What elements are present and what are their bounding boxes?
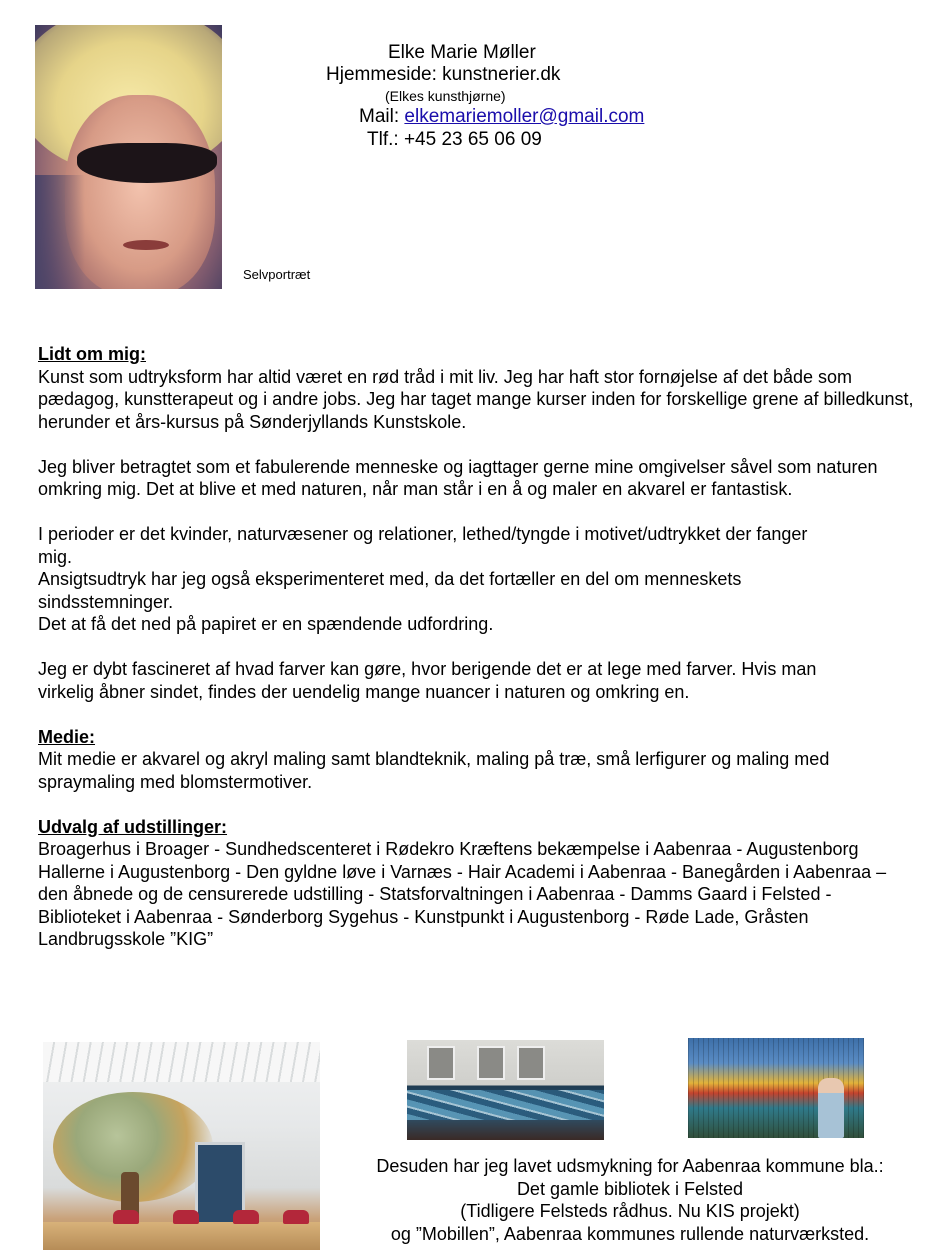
portrait-caption: Selvportræt [243, 267, 311, 282]
medium-text: Mit medie er akvarel og akryl maling samt blandteknik, maling på træ, små lerfigurer og maling med spraymaling med blomstermotiver. [38, 749, 830, 792]
commissions-block [340, 1155, 920, 1245]
exhibition-wall-photo [407, 1040, 604, 1140]
about-paragraph-3a: I perioder er det kvinder, naturvæsener og relationer, lethed/tyngde i motivet/udtrykket der fanger mig. [38, 524, 808, 567]
mail-label: Mail: [359, 106, 405, 127]
mail-line [359, 106, 644, 127]
artist-name: Elke Marie Møller [388, 42, 536, 63]
about-paragraph-3b: Ansigtsudtryk har jeg også eksperimenteret med, da det fortæller en del om menneskets sindsstemninger. [38, 569, 742, 612]
exhibitions-heading: Udvalg af udstillinger: [38, 816, 228, 837]
tree-mural-photo [43, 1042, 320, 1250]
homepage-line: Hjemmeside: kunstnerier.dk [326, 64, 561, 85]
commissions-line-3: (Tidligere Felsteds rådhus. Nu KIS projekt) [460, 1201, 800, 1221]
about-paragraph-3c: Det at få det ned på papiret er en spændende udfordring. [38, 614, 494, 634]
commissions-line-2: Det gamle bibliotek i Felsted [516, 1178, 744, 1199]
homepage-note: (Elkes kunsthjørne) [385, 88, 506, 104]
about-heading: Lidt om mig: [38, 344, 146, 364]
about-paragraph-1: Kunst som udtryksform har altid været en rød tråd i mit liv. Jeg har haft stor fornøjelse af det både som pædagog, kunstterapeut og i andre jobs. Jeg har taget mange kurser inden for forskellige grene af billedkunst, herunder et års-kursus på Sønderjyllands Kunstskole. [38, 366, 914, 432]
exhibitions-text: Broagerhus i Broager - Sundhedscenteret i Rødekro Kræftens bekæmpelse i Aabenraa - Augustenborg Hallerne i Augustenborg - Den gyldne løve i Varnæs - Hair Academi i Aabenraa - Banegården i Aabenraa – den åbnede og de censurerede udstilling - Statsforvaltningen i Aabenraa - Damms Gaard i Felsted - Biblioteket i Aabenraa - Sønderborg Sygehus - Kunstpunkt i Augustenborg - Røde Lade, Gråsten Landbrugsskole ”KIG” [38, 839, 887, 949]
painted-mural-photo [688, 1038, 864, 1138]
commissions-line-1: Desuden har jeg lavet udsmykning for Aabenraa kommune bla.: [376, 1156, 884, 1176]
body-text [38, 343, 918, 951]
medium-heading: Medie: [38, 726, 96, 747]
commissions-line-4: og ”Mobillen”, Aabenraa kommunes rullende naturværksted. [390, 1223, 870, 1244]
self-portrait-image [35, 25, 222, 289]
about-paragraph-2: Jeg bliver betragtet som et fabulerende menneske og iagttager gerne mine omgivelser såvel som naturen omkring mig. Det at blive et med naturen, når man står i en å og maler en akvarel er fantastisk. [38, 456, 878, 499]
mail-link[interactable]: elkemariemoller@gmail.com [404, 106, 645, 127]
about-paragraph-4: Jeg er dybt fascineret af hvad farver kan gøre, hvor berigende det er at lege med farver. Hvis man virkelig åbner sindet, findes der uendelig mange nuancer i naturen og omkring en. [38, 659, 817, 702]
phone-line: Tlf.: +45 23 65 06 09 [367, 129, 542, 150]
